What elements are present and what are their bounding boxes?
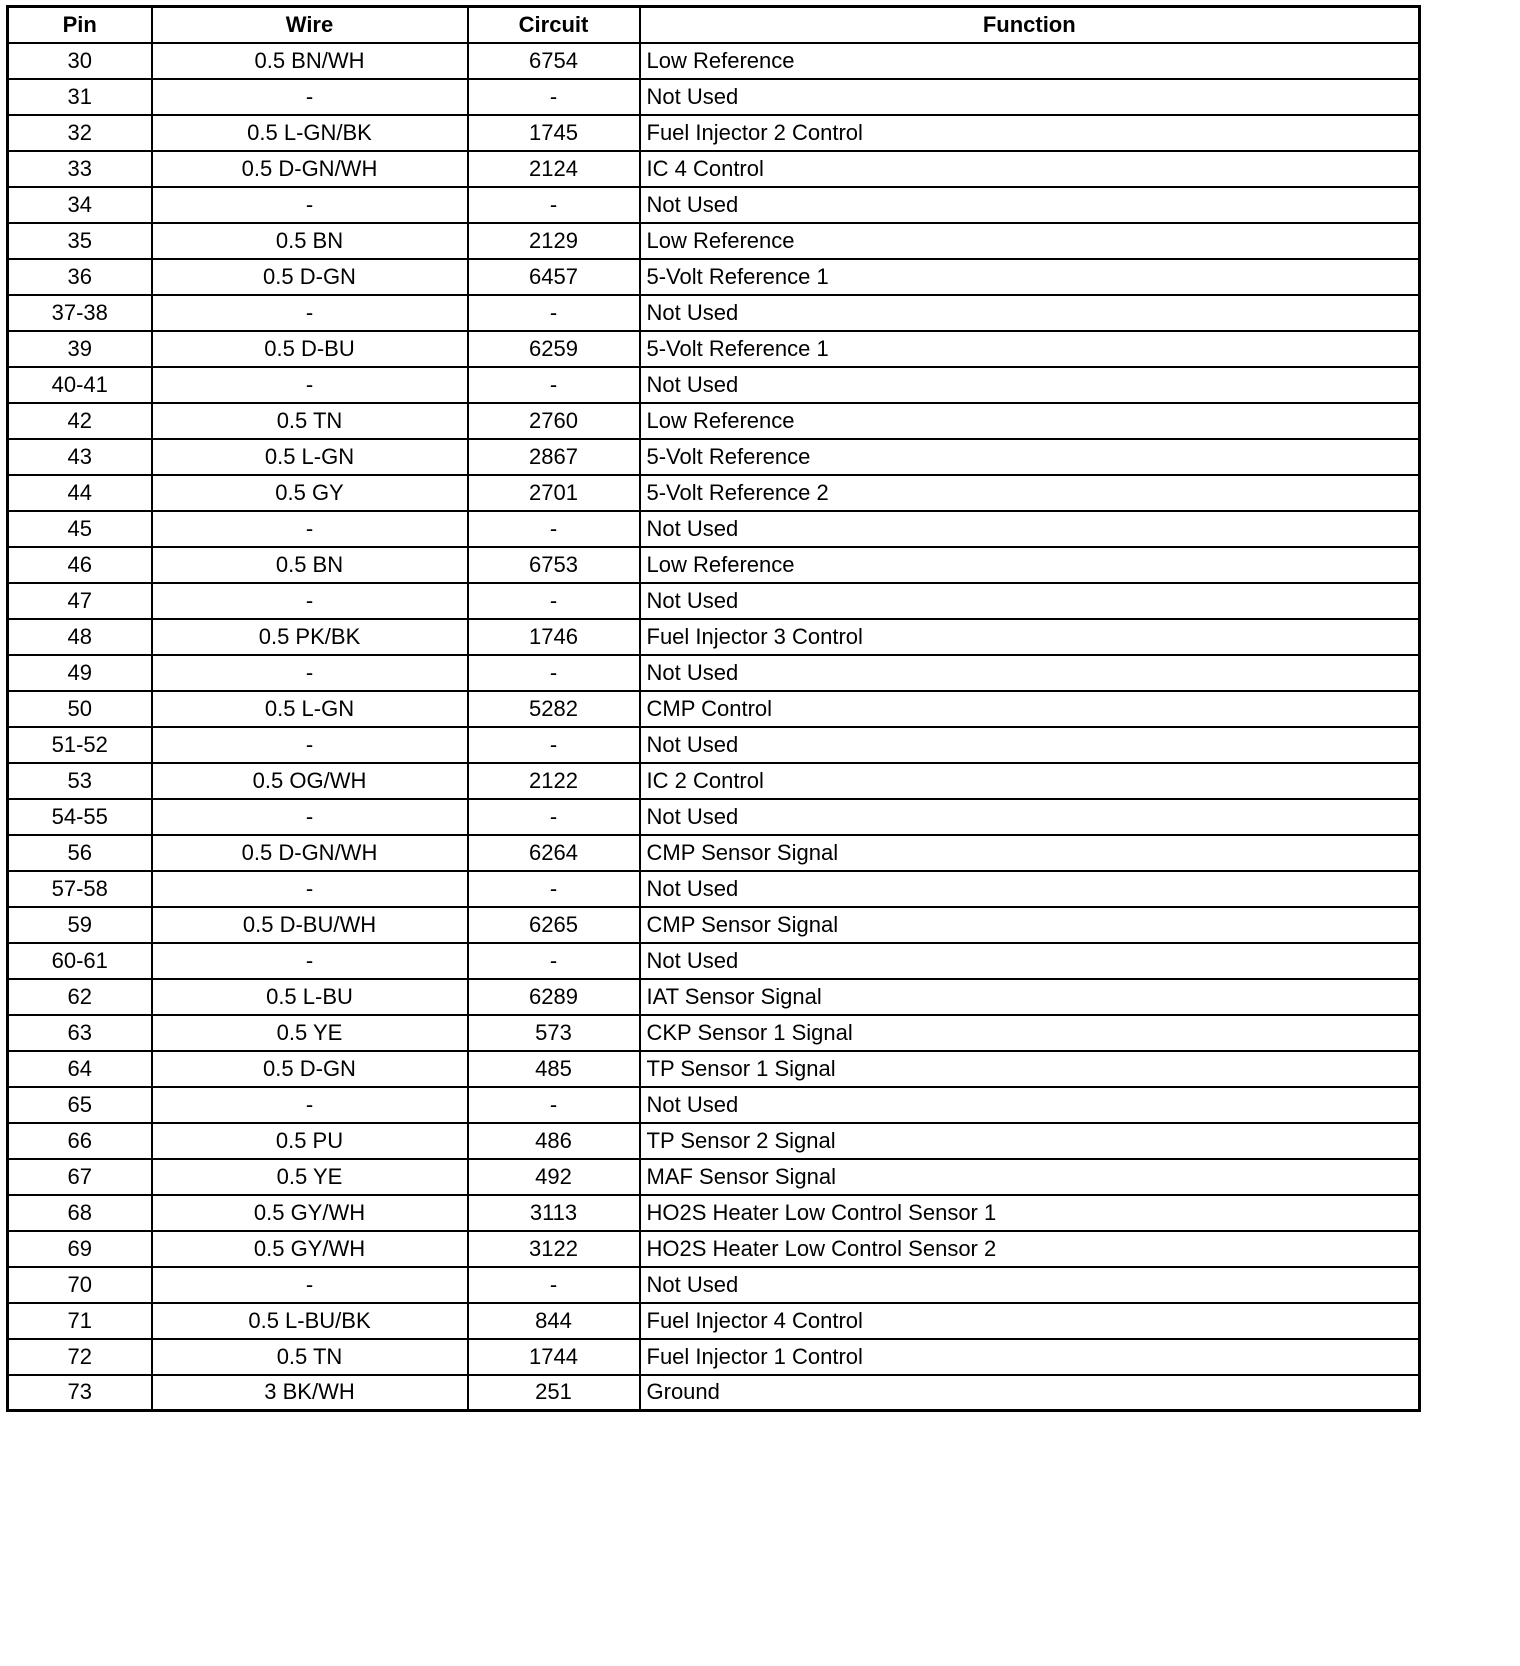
table-row bbox=[8, 1051, 1420, 1087]
table-row bbox=[8, 367, 1420, 403]
cell-circuit: - bbox=[468, 943, 640, 979]
cell-pin: 40-41 bbox=[8, 367, 152, 403]
cell-pin: 53 bbox=[8, 763, 152, 799]
cell-circuit: 1745 bbox=[468, 115, 640, 151]
table-row bbox=[8, 1303, 1420, 1339]
table-row bbox=[8, 907, 1420, 943]
cell-wire: 0.5 D-BU bbox=[152, 331, 468, 367]
cell-circuit: - bbox=[468, 727, 640, 763]
cell-pin: 32 bbox=[8, 115, 152, 151]
cell-function: Not Used bbox=[640, 367, 1420, 403]
table-row bbox=[8, 1123, 1420, 1159]
cell-circuit: - bbox=[468, 511, 640, 547]
table-row bbox=[8, 547, 1420, 583]
table-body bbox=[8, 43, 1420, 1411]
table-row bbox=[8, 439, 1420, 475]
cell-pin: 43 bbox=[8, 439, 152, 475]
cell-pin: 44 bbox=[8, 475, 152, 511]
table-row bbox=[8, 43, 1420, 79]
cell-circuit: - bbox=[468, 799, 640, 835]
cell-wire: 0.5 GY/WH bbox=[152, 1195, 468, 1231]
cell-function: CMP Sensor Signal bbox=[640, 835, 1420, 871]
cell-function: 5-Volt Reference bbox=[640, 439, 1420, 475]
cell-wire: 0.5 PU bbox=[152, 1123, 468, 1159]
cell-circuit: 5282 bbox=[468, 691, 640, 727]
table-row bbox=[8, 727, 1420, 763]
table-row bbox=[8, 1159, 1420, 1195]
table-row bbox=[8, 115, 1420, 151]
cell-circuit: 844 bbox=[468, 1303, 640, 1339]
cell-pin: 30 bbox=[8, 43, 152, 79]
table-row bbox=[8, 1375, 1420, 1411]
cell-pin: 67 bbox=[8, 1159, 152, 1195]
header-function: Function bbox=[640, 7, 1420, 43]
table-row bbox=[8, 763, 1420, 799]
table-row bbox=[8, 1195, 1420, 1231]
cell-circuit: 486 bbox=[468, 1123, 640, 1159]
cell-circuit: - bbox=[468, 1087, 640, 1123]
cell-pin: 62 bbox=[8, 979, 152, 1015]
cell-pin: 54-55 bbox=[8, 799, 152, 835]
cell-circuit: 1746 bbox=[468, 619, 640, 655]
cell-wire: - bbox=[152, 943, 468, 979]
cell-circuit: 492 bbox=[468, 1159, 640, 1195]
cell-wire: - bbox=[152, 1087, 468, 1123]
cell-circuit: 6754 bbox=[468, 43, 640, 79]
cell-pin: 47 bbox=[8, 583, 152, 619]
cell-pin: 69 bbox=[8, 1231, 152, 1267]
cell-pin: 66 bbox=[8, 1123, 152, 1159]
cell-pin: 68 bbox=[8, 1195, 152, 1231]
table-row bbox=[8, 871, 1420, 907]
cell-wire: - bbox=[152, 583, 468, 619]
cell-wire: - bbox=[152, 367, 468, 403]
table-row bbox=[8, 79, 1420, 115]
cell-pin: 65 bbox=[8, 1087, 152, 1123]
cell-pin: 45 bbox=[8, 511, 152, 547]
cell-pin: 73 bbox=[8, 1375, 152, 1411]
cell-pin: 71 bbox=[8, 1303, 152, 1339]
cell-function: Not Used bbox=[640, 943, 1420, 979]
cell-pin: 51-52 bbox=[8, 727, 152, 763]
cell-circuit: - bbox=[468, 187, 640, 223]
cell-circuit: 2867 bbox=[468, 439, 640, 475]
cell-wire: 3 BK/WH bbox=[152, 1375, 468, 1411]
table-row bbox=[8, 1267, 1420, 1303]
cell-wire: 0.5 TN bbox=[152, 403, 468, 439]
table-row bbox=[8, 1015, 1420, 1051]
cell-wire: - bbox=[152, 79, 468, 115]
cell-function: 5-Volt Reference 2 bbox=[640, 475, 1420, 511]
cell-function: Not Used bbox=[640, 871, 1420, 907]
table-row bbox=[8, 799, 1420, 835]
cell-wire: 0.5 BN bbox=[152, 223, 468, 259]
cell-circuit: 1744 bbox=[468, 1339, 640, 1375]
cell-function: Ground bbox=[640, 1375, 1420, 1411]
table-row bbox=[8, 187, 1420, 223]
cell-function: HO2S Heater Low Control Sensor 1 bbox=[640, 1195, 1420, 1231]
cell-wire: 0.5 D-GN/WH bbox=[152, 151, 468, 187]
cell-circuit: 2701 bbox=[468, 475, 640, 511]
cell-circuit: 2129 bbox=[468, 223, 640, 259]
cell-pin: 31 bbox=[8, 79, 152, 115]
cell-circuit: 485 bbox=[468, 1051, 640, 1087]
table-row bbox=[8, 691, 1420, 727]
cell-function: Fuel Injector 3 Control bbox=[640, 619, 1420, 655]
cell-wire: 0.5 GY/WH bbox=[152, 1231, 468, 1267]
cell-circuit: 2760 bbox=[468, 403, 640, 439]
cell-pin: 59 bbox=[8, 907, 152, 943]
table-row bbox=[8, 1231, 1420, 1267]
cell-circuit: - bbox=[468, 583, 640, 619]
cell-wire: 0.5 L-BU/BK bbox=[152, 1303, 468, 1339]
cell-function: CMP Control bbox=[640, 691, 1420, 727]
cell-function: Low Reference bbox=[640, 403, 1420, 439]
header-wire: Wire bbox=[152, 7, 468, 43]
cell-wire: 0.5 L-GN bbox=[152, 439, 468, 475]
cell-function: IAT Sensor Signal bbox=[640, 979, 1420, 1015]
table-row bbox=[8, 475, 1420, 511]
cell-wire: - bbox=[152, 1267, 468, 1303]
cell-function: Low Reference bbox=[640, 43, 1420, 79]
cell-circuit: 6753 bbox=[468, 547, 640, 583]
cell-function: Not Used bbox=[640, 79, 1420, 115]
cell-wire: 0.5 L-GN/BK bbox=[152, 115, 468, 151]
cell-function: Not Used bbox=[640, 727, 1420, 763]
cell-circuit: - bbox=[468, 871, 640, 907]
cell-pin: 60-61 bbox=[8, 943, 152, 979]
cell-circuit: 2124 bbox=[468, 151, 640, 187]
cell-circuit: 3113 bbox=[468, 1195, 640, 1231]
cell-pin: 70 bbox=[8, 1267, 152, 1303]
cell-wire: 0.5 TN bbox=[152, 1339, 468, 1375]
table-row bbox=[8, 583, 1420, 619]
cell-circuit: - bbox=[468, 1267, 640, 1303]
cell-function: Not Used bbox=[640, 1267, 1420, 1303]
table-row bbox=[8, 295, 1420, 331]
cell-wire: - bbox=[152, 187, 468, 223]
cell-function: Fuel Injector 1 Control bbox=[640, 1339, 1420, 1375]
cell-function: IC 2 Control bbox=[640, 763, 1420, 799]
cell-function: Not Used bbox=[640, 295, 1420, 331]
cell-wire: 0.5 OG/WH bbox=[152, 763, 468, 799]
cell-function: Not Used bbox=[640, 583, 1420, 619]
cell-function: Not Used bbox=[640, 1087, 1420, 1123]
cell-function: TP Sensor 2 Signal bbox=[640, 1123, 1420, 1159]
table-header bbox=[8, 7, 1420, 43]
cell-wire: 0.5 YE bbox=[152, 1015, 468, 1051]
cell-function: IC 4 Control bbox=[640, 151, 1420, 187]
cell-pin: 34 bbox=[8, 187, 152, 223]
cell-circuit: - bbox=[468, 367, 640, 403]
cell-function: Low Reference bbox=[640, 547, 1420, 583]
table-row bbox=[8, 259, 1420, 295]
cell-wire: - bbox=[152, 727, 468, 763]
cell-pin: 56 bbox=[8, 835, 152, 871]
cell-circuit: 573 bbox=[468, 1015, 640, 1051]
cell-function: 5-Volt Reference 1 bbox=[640, 331, 1420, 367]
cell-wire: - bbox=[152, 511, 468, 547]
cell-wire: 0.5 L-GN bbox=[152, 691, 468, 727]
cell-wire: 0.5 D-GN bbox=[152, 1051, 468, 1087]
cell-pin: 63 bbox=[8, 1015, 152, 1051]
cell-function: Fuel Injector 4 Control bbox=[640, 1303, 1420, 1339]
cell-pin: 64 bbox=[8, 1051, 152, 1087]
cell-pin: 33 bbox=[8, 151, 152, 187]
cell-function: CKP Sensor 1 Signal bbox=[640, 1015, 1420, 1051]
table-row bbox=[8, 979, 1420, 1015]
table-row bbox=[8, 835, 1420, 871]
cell-wire: 0.5 YE bbox=[152, 1159, 468, 1195]
header-row bbox=[8, 7, 1420, 43]
cell-function: Not Used bbox=[640, 655, 1420, 691]
cell-function: Not Used bbox=[640, 511, 1420, 547]
cell-function: CMP Sensor Signal bbox=[640, 907, 1420, 943]
table-row bbox=[8, 1087, 1420, 1123]
cell-function: TP Sensor 1 Signal bbox=[640, 1051, 1420, 1087]
cell-pin: 35 bbox=[8, 223, 152, 259]
table-row bbox=[8, 1339, 1420, 1375]
cell-pin: 72 bbox=[8, 1339, 152, 1375]
cell-pin: 36 bbox=[8, 259, 152, 295]
table-row bbox=[8, 943, 1420, 979]
cell-wire: 0.5 L-BU bbox=[152, 979, 468, 1015]
header-pin: Pin bbox=[8, 7, 152, 43]
cell-function: Not Used bbox=[640, 799, 1420, 835]
cell-function: HO2S Heater Low Control Sensor 2 bbox=[640, 1231, 1420, 1267]
cell-wire: 0.5 BN bbox=[152, 547, 468, 583]
cell-wire: - bbox=[152, 655, 468, 691]
cell-pin: 42 bbox=[8, 403, 152, 439]
cell-wire: 0.5 PK/BK bbox=[152, 619, 468, 655]
cell-wire: - bbox=[152, 871, 468, 907]
cell-pin: 50 bbox=[8, 691, 152, 727]
header-circuit: Circuit bbox=[468, 7, 640, 43]
cell-wire: 0.5 D-GN/WH bbox=[152, 835, 468, 871]
cell-circuit: 6264 bbox=[468, 835, 640, 871]
pinout-table bbox=[6, 5, 1421, 1412]
cell-wire: 0.5 GY bbox=[152, 475, 468, 511]
cell-function: Fuel Injector 2 Control bbox=[640, 115, 1420, 151]
cell-wire: 0.5 D-GN bbox=[152, 259, 468, 295]
table-row bbox=[8, 223, 1420, 259]
cell-circuit: 6265 bbox=[468, 907, 640, 943]
table-row bbox=[8, 331, 1420, 367]
cell-wire: - bbox=[152, 295, 468, 331]
cell-wire: 0.5 BN/WH bbox=[152, 43, 468, 79]
cell-pin: 49 bbox=[8, 655, 152, 691]
cell-circuit: - bbox=[468, 655, 640, 691]
cell-circuit: 2122 bbox=[468, 763, 640, 799]
table-row bbox=[8, 151, 1420, 187]
cell-pin: 37-38 bbox=[8, 295, 152, 331]
cell-function: Not Used bbox=[640, 187, 1420, 223]
cell-pin: 46 bbox=[8, 547, 152, 583]
cell-wire: - bbox=[152, 799, 468, 835]
cell-wire: 0.5 D-BU/WH bbox=[152, 907, 468, 943]
cell-function: Low Reference bbox=[640, 223, 1420, 259]
cell-function: 5-Volt Reference 1 bbox=[640, 259, 1420, 295]
cell-function: MAF Sensor Signal bbox=[640, 1159, 1420, 1195]
cell-circuit: - bbox=[468, 295, 640, 331]
cell-circuit: 6457 bbox=[468, 259, 640, 295]
cell-circuit: 6259 bbox=[468, 331, 640, 367]
cell-circuit: 3122 bbox=[468, 1231, 640, 1267]
cell-pin: 39 bbox=[8, 331, 152, 367]
table-row bbox=[8, 655, 1420, 691]
cell-circuit: 251 bbox=[468, 1375, 640, 1411]
table-row bbox=[8, 511, 1420, 547]
table-row bbox=[8, 619, 1420, 655]
cell-pin: 48 bbox=[8, 619, 152, 655]
cell-circuit: 6289 bbox=[468, 979, 640, 1015]
table-row bbox=[8, 403, 1420, 439]
cell-pin: 57-58 bbox=[8, 871, 152, 907]
cell-circuit: - bbox=[468, 79, 640, 115]
